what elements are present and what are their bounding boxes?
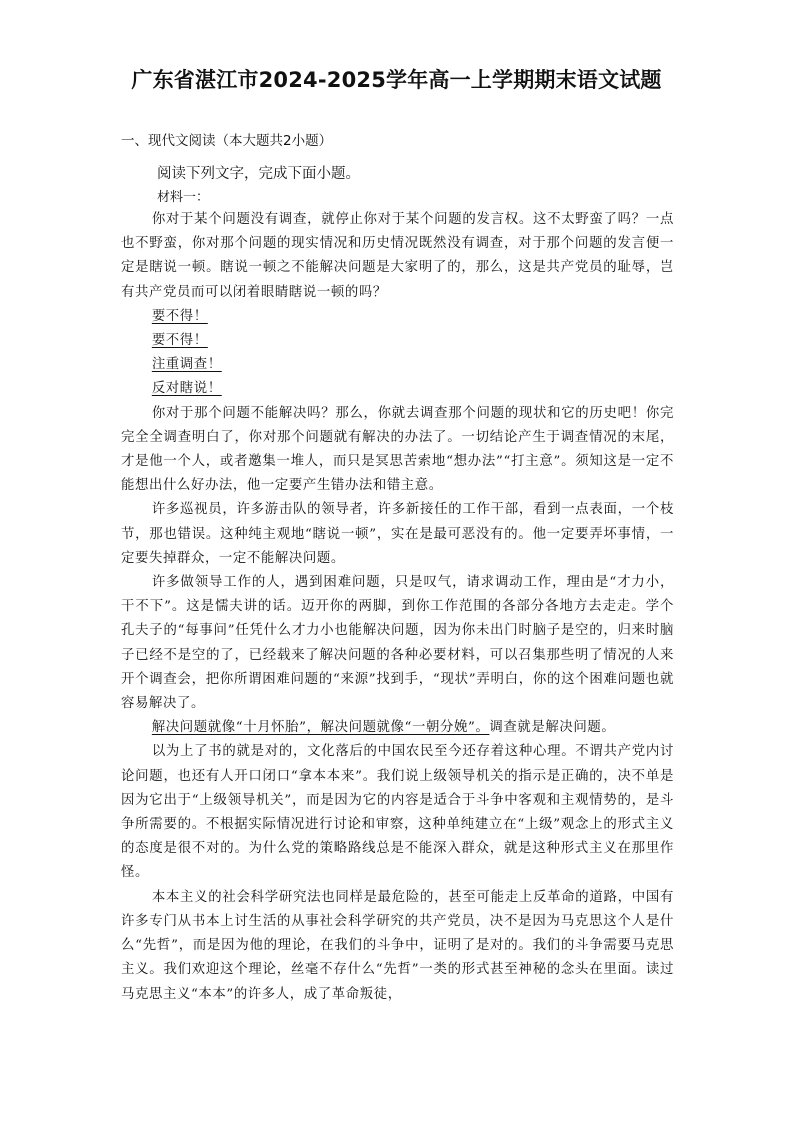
passage-paragraph: 许多做领导工作的人，遇到困难问题，只是叹气，请求调动工作，理由是“才力小，干不下”。这是懦夫讲的话。迈开你的两脚，到你工作范围的各部分各地方去走走。学个孔夫子的“每事问”任凭什么才力小也能解决问题，因为你未出门时脑子是空的，归来时脑子已经不是空的了，已经载来了解决问题的各种必要材料，可以召集那些明了情况的人来开个调查会，把你所谓困难问题的“来源”找到手，“现状”弄明白，你的这个困难问题也就容易解决了。 (121, 575, 674, 712)
passage-body (121, 208, 674, 1007)
slogan-line (121, 305, 674, 329)
reading-instruction: 阅读下列文字，完成下面小题。 (157, 166, 360, 182)
slogan-line (121, 353, 674, 377)
passage-paragraph: 许多巡视员，许多游击队的领导者，许多新接任的工作干部，看到一点表面，一个枝节，那也错误。这种纯主观地“瞎说一顿”，实在是最可恶没有的。他一定要弄坏事情，一定要失掉群众，一定不能解决问题。 (121, 502, 674, 566)
sentence-continuation: 调查就是解决问题。 (489, 720, 616, 736)
slogan-line (121, 377, 674, 401)
slogan-line (121, 329, 674, 353)
passage-paragraph: 以为上了书的就是对的，文化落后的中国农民至今还存着这种心理。不谓共产党内讨论问题，也还有人开口闭口“拿本本来”。我们说上级领导机关的指示是正确的，决不单是因为它出于“上级领导机关”，而是因为它的内容是适合于斗争中客观和主观情势的，是斗争所需要的。不根据实际情况进行讨论和审察，这种单纯建立在“上级”观念上的形式主义的态度是很不对的。为什么党的策略路线总是不能深入群众，就是这种形式主义在那里作怪。 (121, 744, 674, 881)
passage-paragraph: 你对于那个问题不能解决吗？那么，你就去调查那个问题的现状和它的历史吧！你完完全全调查明白了，你对那个问题就有解决的办法了。一切结论产生于调查情况的末尾，才是他一个人，或者邀集一堆人，而只是冥思苦索地“想办法”“打主意”。须知这是一定不能想出什么好办法，他一定要产生错办法和错主意。 (121, 405, 674, 494)
underlined-sentence: 解决问题就像“十月怀胎”，解决问题就像“一朝分娩”。 (151, 720, 490, 736)
section-heading: 一、现代文阅读（本大题共2小题） (121, 133, 333, 149)
slogan-text: 要不得！ (151, 333, 208, 349)
material-label: 材料一： (157, 190, 210, 205)
slogan-text: 反对瞎说！ (151, 381, 222, 397)
slogan-text: 注重调查！ (151, 357, 222, 373)
passage-paragraph (121, 716, 674, 740)
passage-paragraph: 你对于某个问题没有调查，就停止你对于某个问题的发言权。这不太野蛮了吗？一点也不野蛮，你对那个问题的现实情况和历史情况既然没有调查，对于那个问题的发言便一定是瞎说一顿。瞎说一顿之不能解决问题是大家明了的，那么，这是共产党员的耻辱，岂有共产党员而可以闭着眼睛瞎说一顿的吗？ (121, 212, 674, 300)
slogan-text: 要不得！ (151, 308, 208, 324)
passage-paragraph: 本本主义的社会科学研究法也同样是最危险的，甚至可能走上反革命的道路，中国有许多专门从书本上讨生活的从事社会科学研究的共产党员，决不是因为马克思这个人是什么“先哲”，而是因为他的理论，在我们的斗争中，证明了是对的。我们的斗争需要马克思主义。我们欢迎这个理论，丝毫不存什么“先哲”一类的形式甚至神秘的念头在里面。读过马克思主义“本本”的许多人，成了革命叛徒， (121, 889, 674, 1002)
document-title: 广东省湛江市2024-2025学年高一上学期期末语文试题 (131, 68, 662, 92)
